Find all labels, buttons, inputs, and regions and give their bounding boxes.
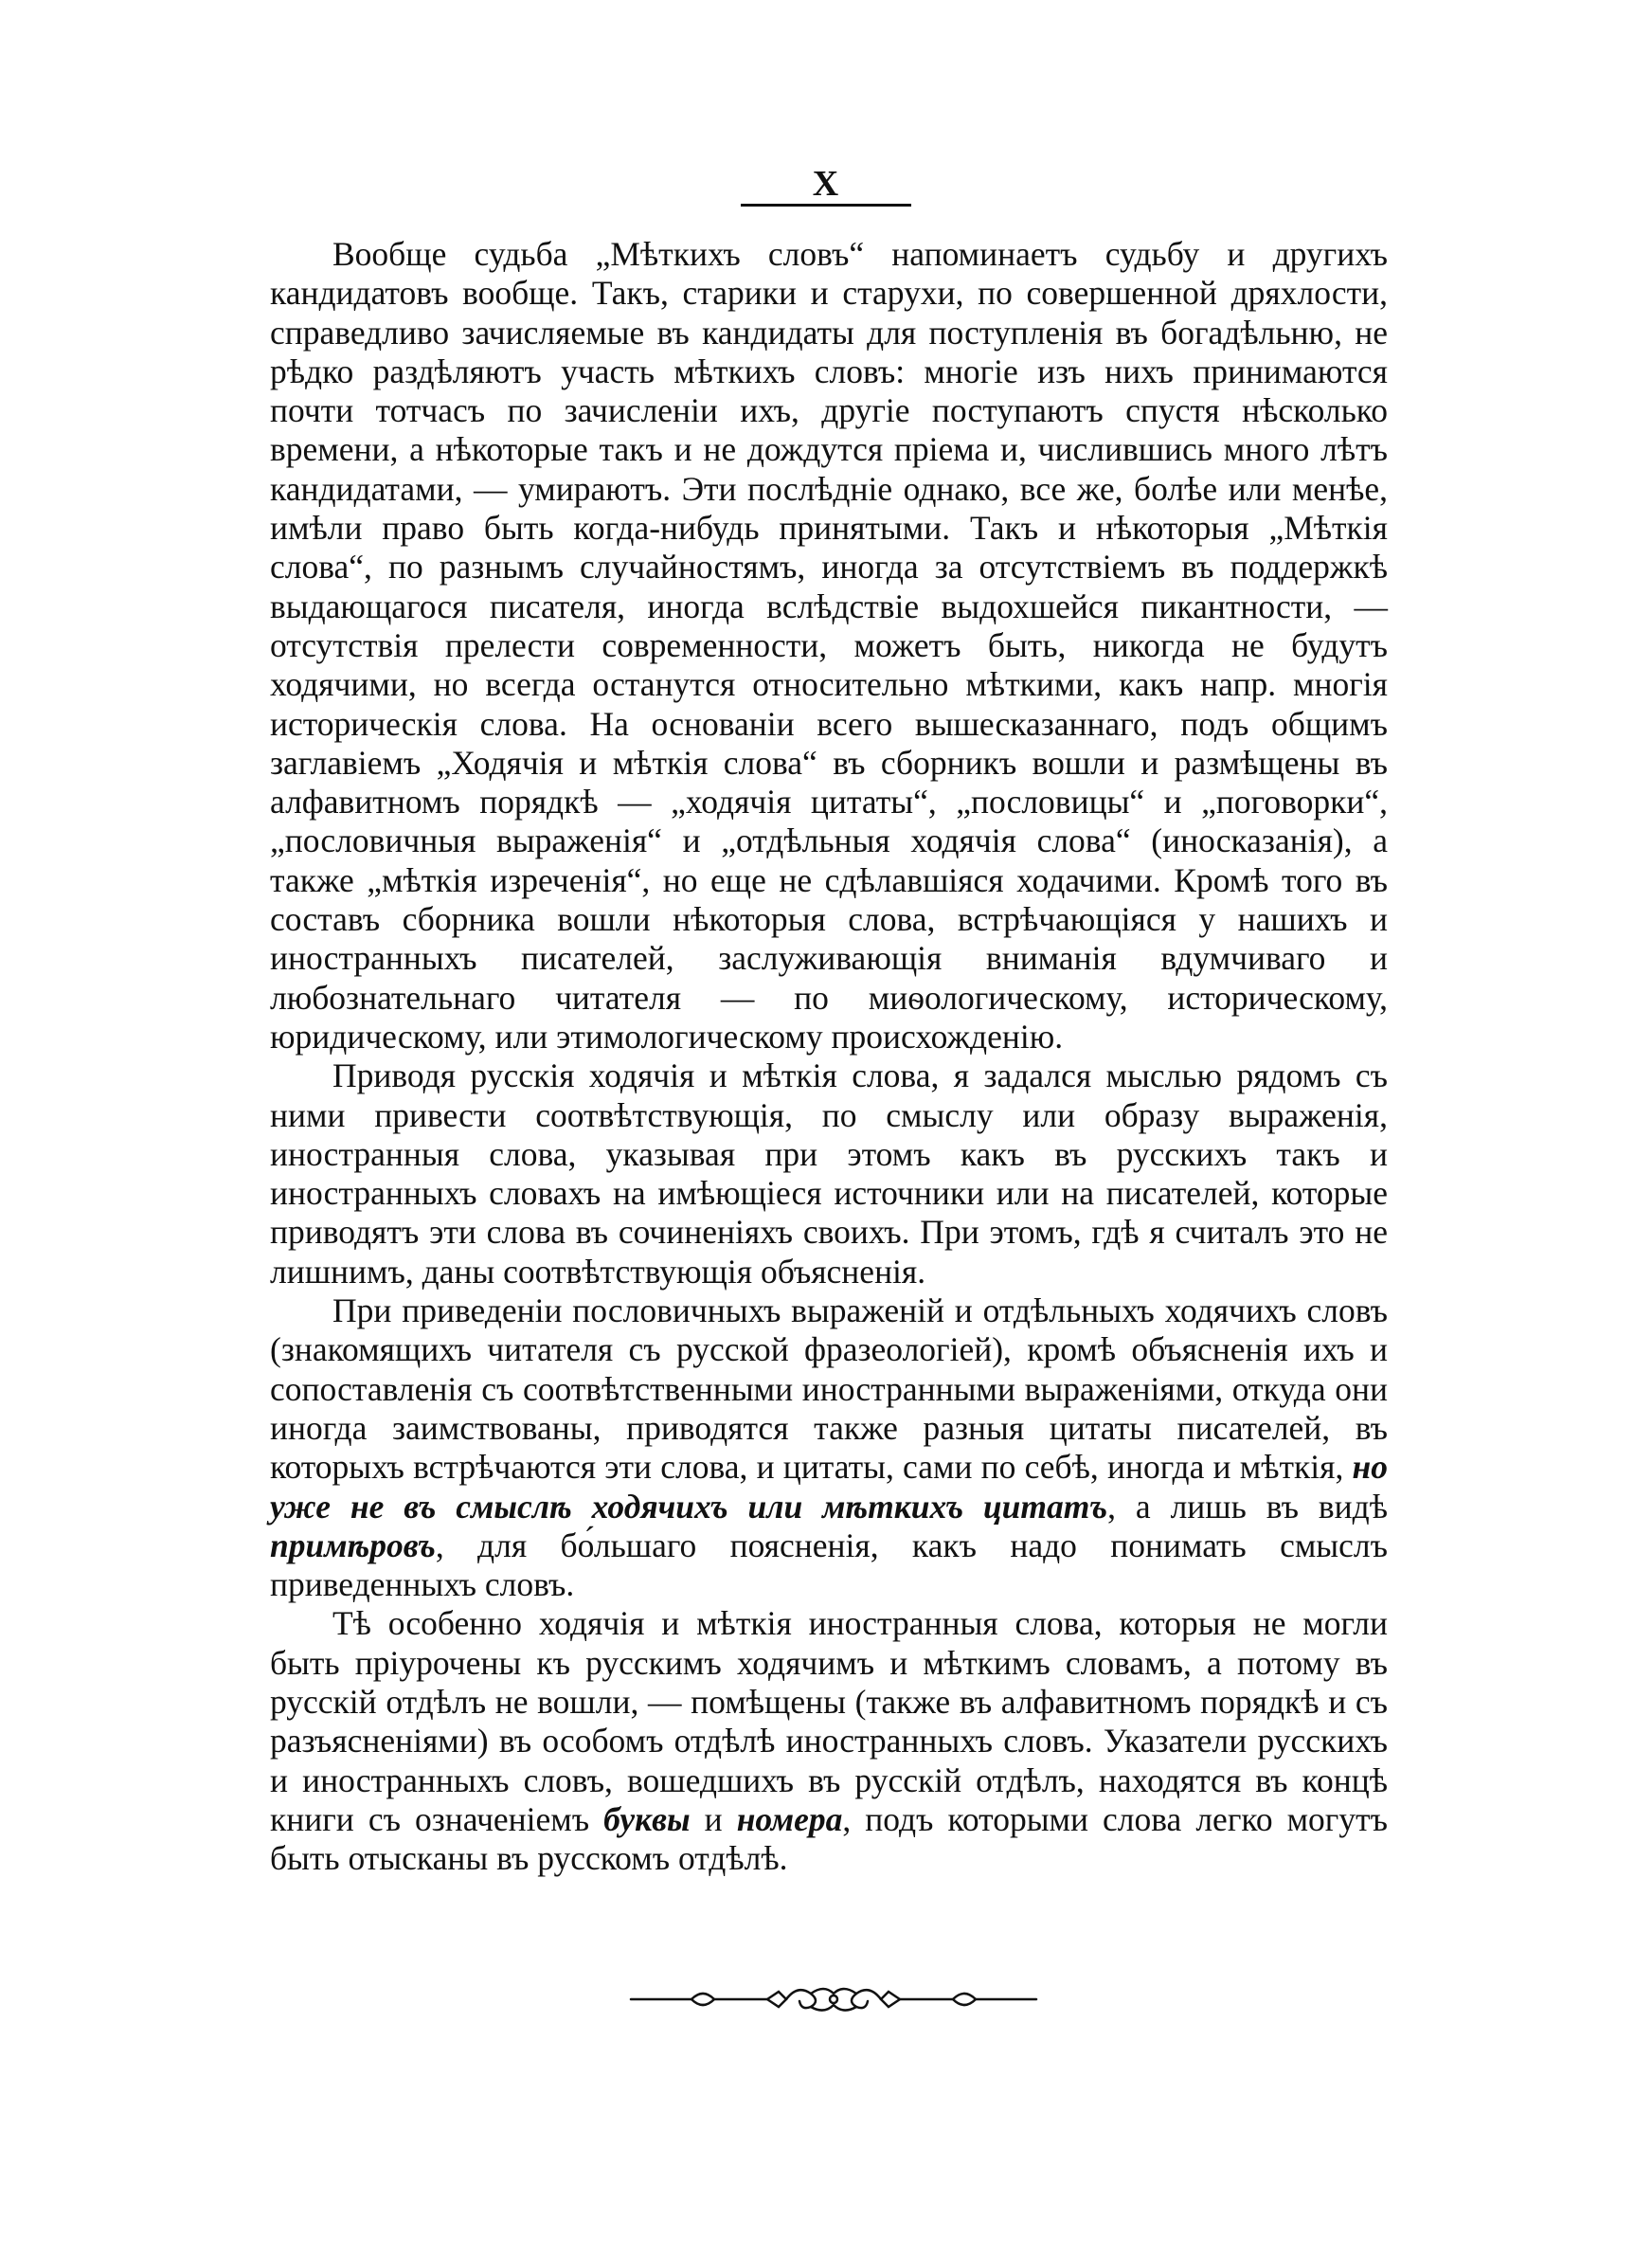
paragraph-4-text-a: Тѣ особенно ходячія и мѣткія иностранныя слова, которыя не могли быть пріурочены къ русскимъ ходячимъ и мѣткимъ словамъ, а потому въ русскій отдѣлъ не вошли, — помѣщены (также въ алфавитномъ порядкѣ и съ разъясненіями) въ особомъ отдѣлѣ иностранныхъ словъ. Указатели русскихъ и иностранныхъ словъ, вошедшихъ въ русскій отдѣлъ, находятся въ концѣ книги съ означеніемъ xyxy=(270,1604,1388,1838)
paragraph-4-italic-word-2: номера xyxy=(736,1799,843,1838)
paragraph-4-text-c: , подъ которыми слова легко могутъ быть отысканы въ русскомъ отдѣлѣ. xyxy=(270,1799,1388,1878)
paragraph-3-italic-word: примѣровъ xyxy=(270,1526,436,1564)
fleuron-divider-icon xyxy=(625,1980,1042,2018)
paragraph-3-italic-phrase: но уже не въ смыслѣ ходячихъ или мѣткихъ цитатъ xyxy=(270,1448,1388,1526)
header-rule xyxy=(741,204,911,207)
paragraph-4-italic-word-1: буквы xyxy=(603,1799,691,1838)
page-number: X xyxy=(812,164,840,204)
paragraph-3-text-c: , для бо́льшаго поясненія, какъ надо понимать смыслъ приведенныхъ словъ. xyxy=(270,1526,1388,1604)
paragraph-4-text-b: и xyxy=(690,1799,737,1838)
paragraph-1: Вообще судьба „Мѣткихъ словъ“ напоминаетъ судьбу и другихъ кандидатовъ вообще. Такъ, старики и старухи, по совершенной дряхлости, справедливо зачисляемые въ кандидаты для поступленія въ богадѣльню, не рѣдко раздѣляютъ участь мѣткихъ словъ: многіе изъ нихъ принимаются почти тотчасъ по зачисленіи ихъ, другіе поступаютъ спустя нѣсколько времени, а нѣкоторые такъ и не дождутся пріема и, числившись много лѣтъ кандидатами, — умираютъ. Эти послѣдніе однако, все же, болѣе или менѣе, имѣли право быть когда-нибудь принятыми. Такъ и нѣкоторыя „Мѣткія слова“, по разнымъ случайностямъ, иногда за отсутствіемъ въ поддержкѣ выдающагося писателя, иногда вслѣдствіе выдохшейся пикантности, — отсутствія прелести современности, можетъ быть, никогда не будутъ ходячими, но всегда останутся относительно мѣткими, какъ напр. многія историческія слова. На основаніи всего вышесказаннаго, подъ общимъ заглавіемъ „Ходячія и мѣткія слова“ въ сборникъ вошли и размѣщены въ алфавитномъ порядкѣ — „ходячія цитаты“, „пословицы“ и „поговорки“, „пословичныя выраженія“ и „отдѣльныя ходячія слова“ (иносказанія), а также „мѣткія изреченія“, но еще не сдѣлавшіяся ходачими. Кромѣ того въ составъ сборника вошли нѣкоторыя слова, встрѣчающіяся у нашихъ и иностранныхъ писателей, заслуживающія вниманія вдумчиваго и любознательнаго читателя — по миѳологическому, историческому, юридическому, или этимологическому происхожденію. xyxy=(270,235,1388,1056)
paragraph-2: Приводя русскія ходячія и мѣткія слова, я задался мыслью рядомъ съ ними привести соотвѣтствующія, по смыслу или образу выраженія, иностранныя слова, указывая при этомъ какъ въ русскихъ такъ и иностранныхъ словахъ на имѣющіеся источники или на писателей, которые приводятъ эти слова въ сочиненіяхъ своихъ. При этомъ, гдѣ я считалъ это не лишнимъ, даны соотвѣтствующія объясненія. xyxy=(270,1056,1388,1291)
paragraph-4 xyxy=(270,1604,1388,1878)
body-text xyxy=(270,235,1388,1878)
paragraph-3-text-a: При приведеніи пословичныхъ выраженій и отдѣльныхъ ходячихъ словъ (знакомящихъ читателя съ русской фразеологіей), кромѣ объясненія ихъ и сопоставленія съ соотвѣтственными иностранными выраженіями, откуда они иногда заимствованы, приводятся также разныя цитаты писателей, въ которыхъ встрѣчаются эти слова, и цитаты, сами по себѣ, иногда и мѣткія, xyxy=(270,1291,1388,1487)
paragraph-3 xyxy=(270,1291,1388,1604)
paragraph-3-text-b: , а лишь въ видѣ xyxy=(1107,1487,1388,1526)
